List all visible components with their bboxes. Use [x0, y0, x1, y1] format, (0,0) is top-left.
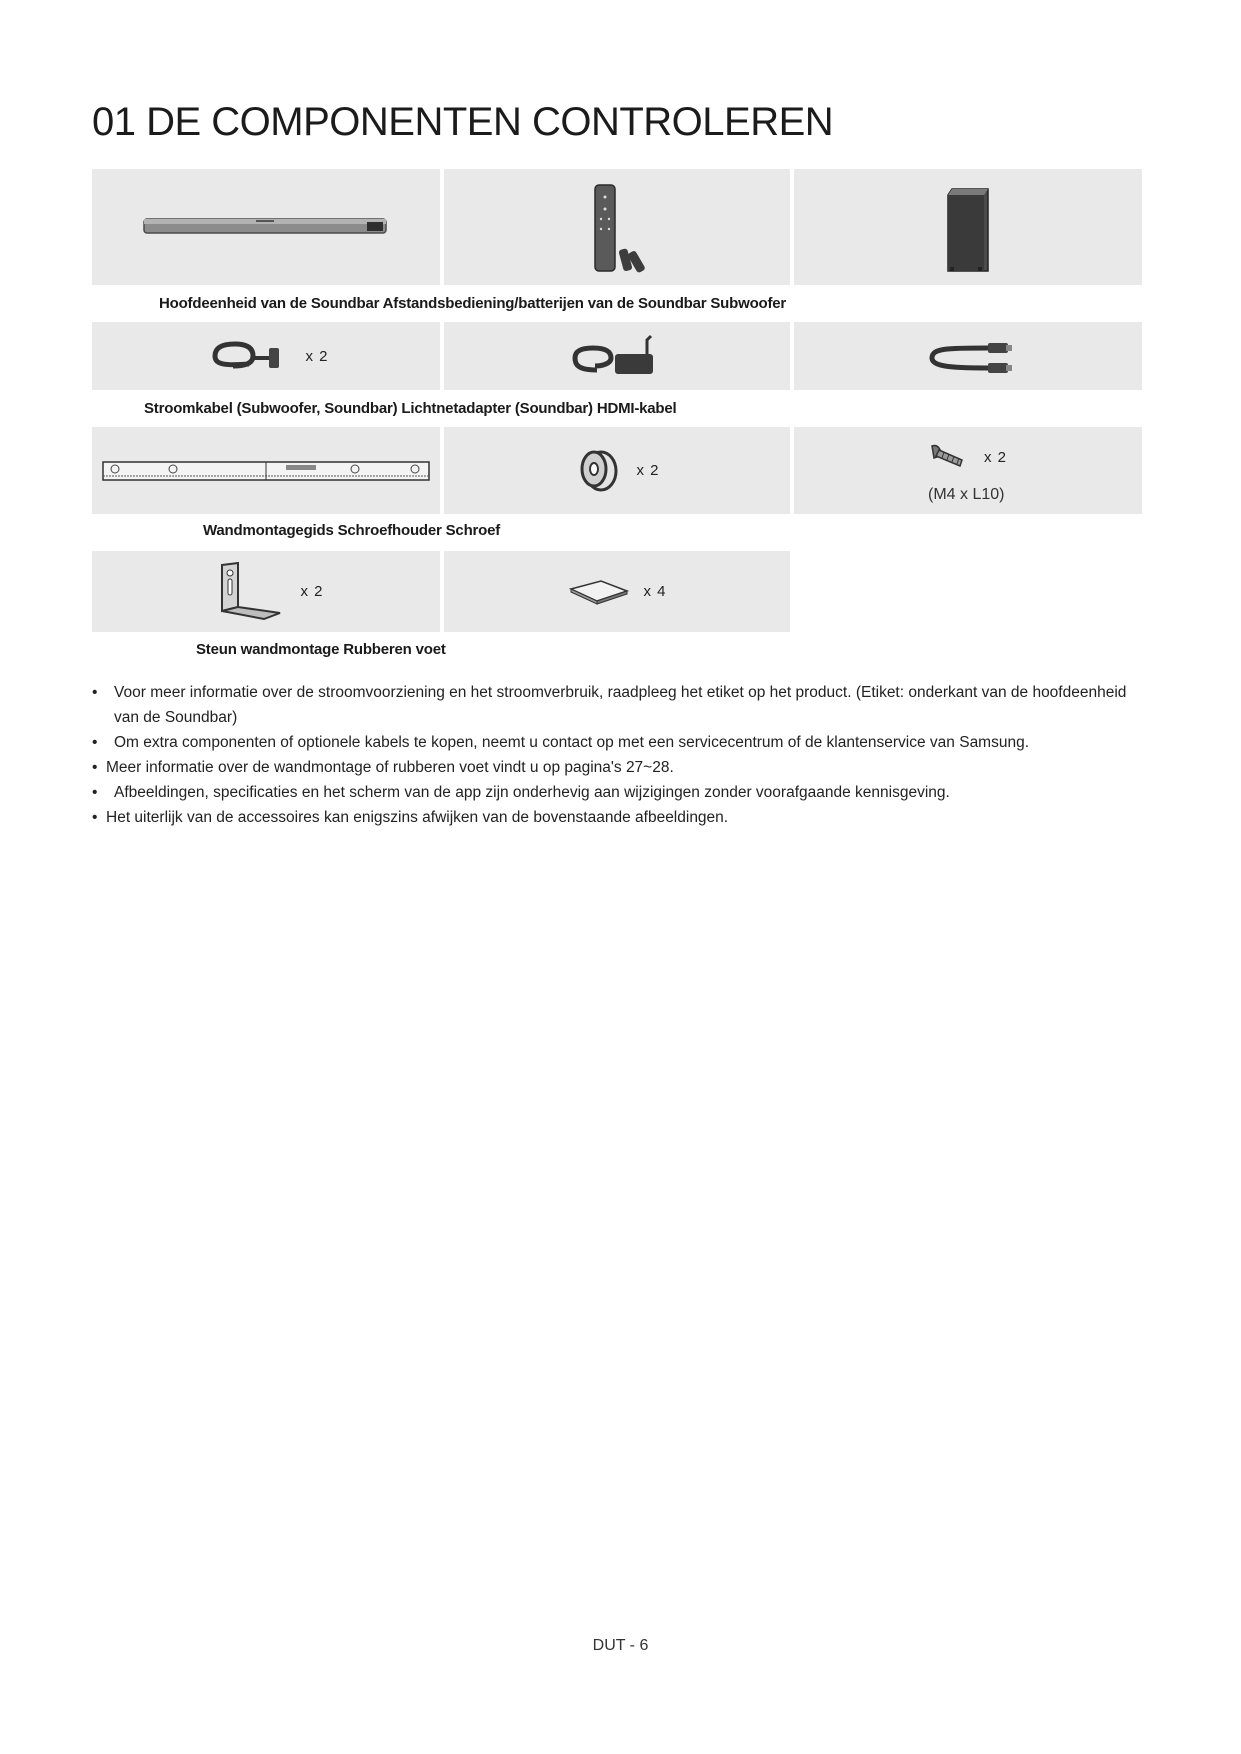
note-text: Om extra componenten of optionele kabels te kopen, neemt u contact op met een servicecentrum of de klantenservice van Samsung. — [114, 734, 1030, 751]
screw-holder-icon — [574, 446, 624, 496]
page-title: 01 DE COMPONENTEN CONTROLEREN — [92, 100, 834, 144]
component-cell-hdmi-cable — [794, 322, 1142, 390]
quantity-label: x 2 — [300, 583, 324, 600]
note-item — [92, 805, 1152, 830]
component-cell-power-cable — [92, 322, 440, 390]
screw-icon — [928, 442, 972, 472]
note-text: Het uiterlijk van de accessoires kan enigszins afwijken van de bovenstaande afbeeldingen. — [106, 809, 729, 826]
quantity-label: x 4 — [643, 583, 667, 600]
note-item — [92, 680, 1152, 730]
row-caption-2: Stroomkabel (Subwoofer, Soundbar) Lichtnetadapter (Soundbar) HDMI-kabel — [144, 400, 677, 417]
hdmi-cable-icon — [918, 334, 1018, 378]
quantity-label: x 2 — [305, 347, 329, 365]
note-text: Meer informatie over de wandmontage of rubberen voet vindt u op pagina's 27~28. — [106, 759, 674, 776]
page-number: DUT - 6 — [592, 1637, 649, 1654]
ac-adapter-icon — [567, 330, 667, 382]
bullet: • — [92, 784, 98, 801]
component-cell-wall-mount-guide — [92, 427, 440, 514]
remote-control-icon — [582, 177, 652, 277]
component-cell-screw — [794, 427, 1142, 514]
note-item — [92, 730, 1152, 755]
component-cell-screw-holder — [444, 427, 790, 514]
subwoofer-icon — [938, 177, 998, 277]
component-cell-wall-mount-bracket — [92, 551, 440, 632]
component-cell-subwoofer — [794, 169, 1142, 285]
notes-list — [92, 680, 1152, 830]
bullet: • — [92, 734, 98, 751]
bullet: • — [92, 759, 98, 776]
row-caption-4: Steun wandmontage Rubberen voet — [196, 641, 446, 658]
note-text: Afbeeldingen, specificaties en het scherm van de app zijn onderhevig aan wijzigingen zonder voorafgaande kennisgeving. — [114, 784, 950, 801]
row-caption-3: Wandmontagegids Schroefhouder Schroef — [203, 522, 501, 539]
wall-mount-bracket-icon — [208, 559, 288, 625]
component-cell-remote — [444, 169, 790, 285]
bullet: • — [92, 809, 98, 826]
row-caption-1: Hoofdeenheid van de Soundbar Afstandsbediening/batterijen van de Soundbar Subwoofer — [159, 295, 787, 312]
rubber-foot-icon — [567, 577, 631, 607]
power-cable-icon — [203, 334, 293, 378]
screw-spec-label: (M4 x L10) — [928, 486, 1005, 503]
bullet: • — [92, 684, 98, 701]
soundbar-icon — [141, 212, 391, 242]
note-item — [92, 780, 1152, 805]
quantity-label: x 2 — [984, 448, 1008, 466]
component-cell-soundbar — [92, 169, 440, 285]
wall-mount-guide-icon — [101, 459, 431, 483]
quantity-label: x 2 — [636, 462, 660, 479]
component-cell-rubber-foot — [444, 551, 790, 632]
component-cell-ac-adapter — [444, 322, 790, 390]
note-item — [92, 755, 1152, 780]
note-text: Voor meer informatie over de stroomvoorziening en het stroomverbruik, raadpleeg het etiket op het product. (Etiket: onderkant van de hoofdeenheid van de Soundbar) — [114, 684, 1127, 726]
